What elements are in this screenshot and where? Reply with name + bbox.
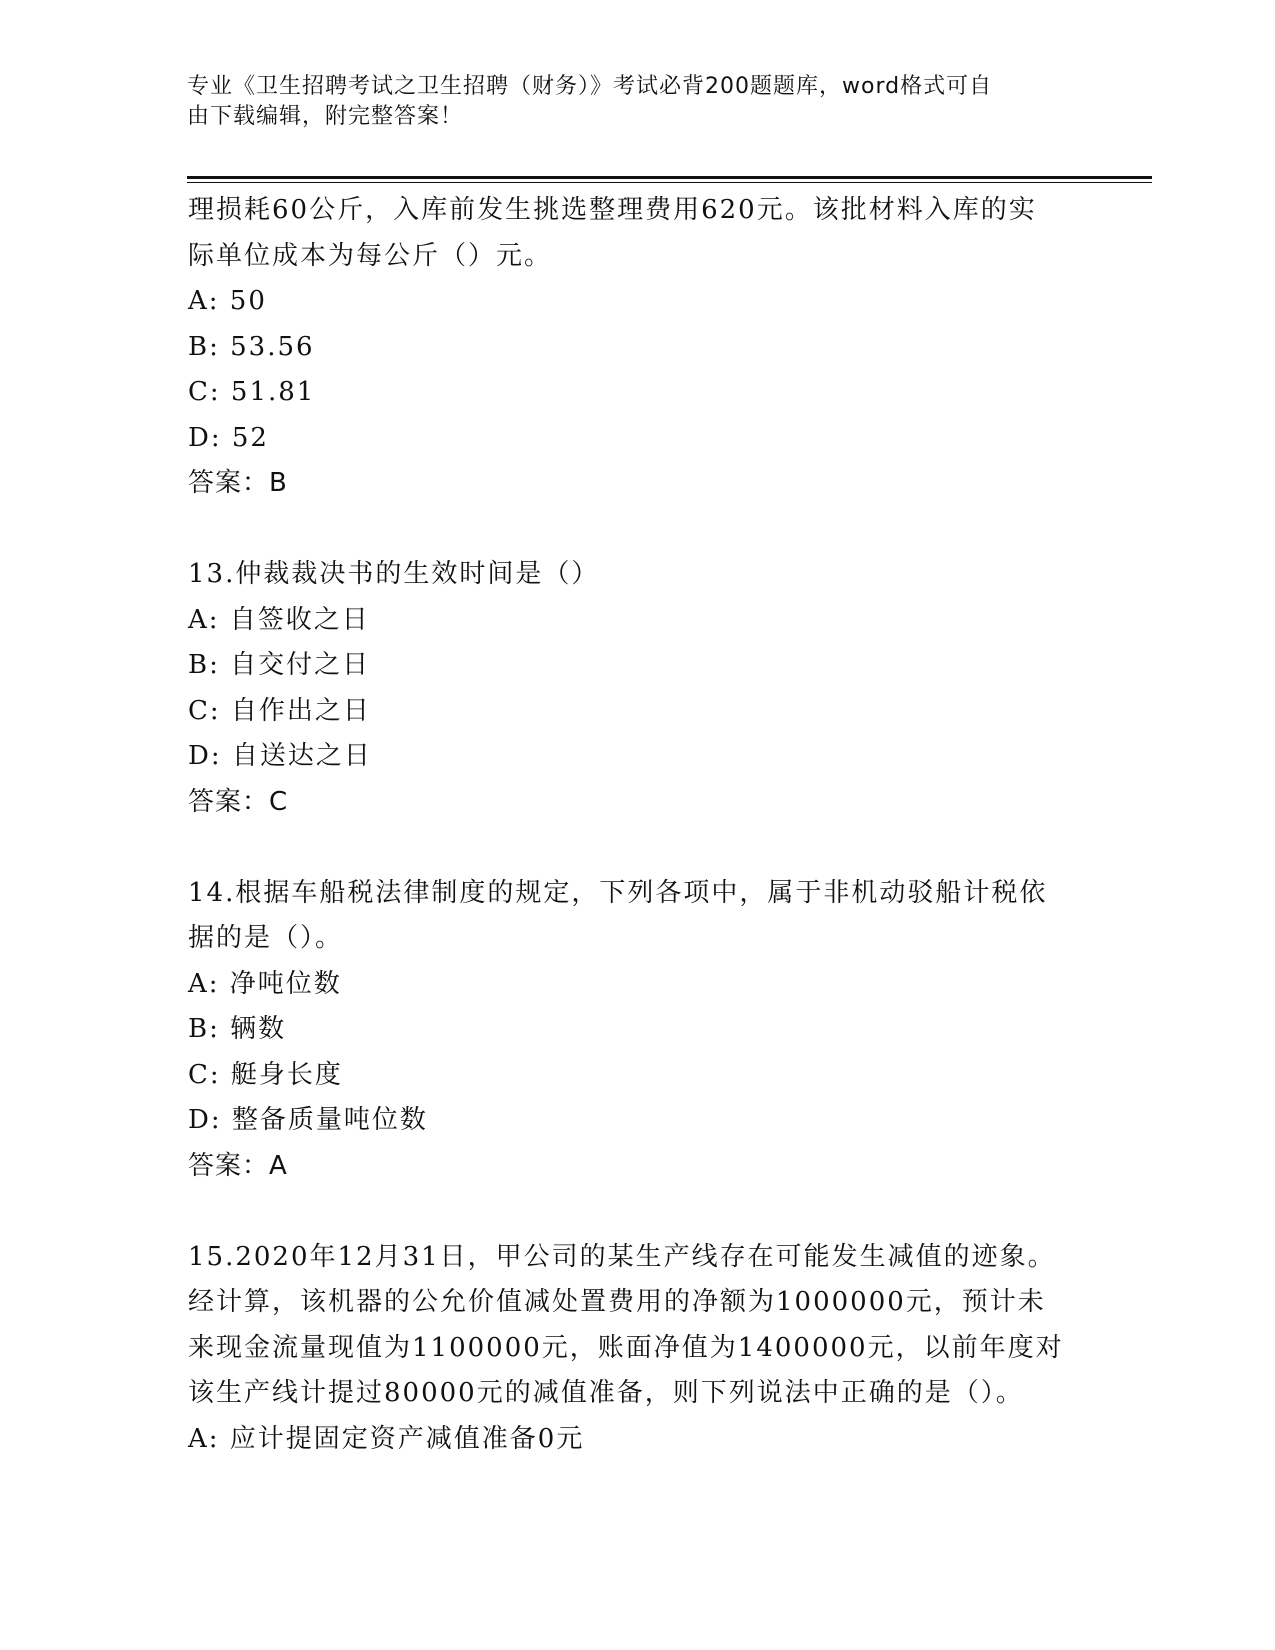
header-divider-thin <box>187 182 1152 183</box>
question-spacer <box>188 825 1078 871</box>
question-15-stem-line-4: 该生产线计提过80000元的减值准备，则下列说法中正确的是（）。 <box>188 1378 1024 1408</box>
header-divider-thick <box>187 176 1152 179</box>
question-12-option-d: D: 52 <box>188 422 269 453</box>
header-title-line-2: 由下载编辑，附完整答案！ <box>187 104 464 129</box>
question-14-option-c: C: 艇身长度 <box>188 1059 343 1090</box>
question-12 <box>188 188 1078 507</box>
question-12-option-a: A: 50 <box>188 286 267 316</box>
question-12-answer: 答案：B <box>188 468 288 498</box>
question-15-stem-line-1: 15.2020年12月31日，甲公司的某生产线存在可能发生减值的迹象。 <box>188 1241 1056 1272</box>
question-15-option-a: A: 应计提固定资产减值准备0元 <box>188 1423 585 1454</box>
question-13-stem-line-1: 13.仲裁裁决书的生效时间是（） <box>188 559 600 589</box>
question-13-option-b: B: 自交付之日 <box>188 650 371 680</box>
question-spacer <box>188 1189 1078 1235</box>
question-spacer <box>188 507 1078 553</box>
question-12-stem-line-1: 理损耗60公斤，入库前发生挑选整理费用620元。该批材料入库的实 <box>188 195 1037 225</box>
question-13 <box>188 552 1078 825</box>
question-14-stem-line-1: 14.根据车船税法律制度的规定，下列各项中，属于非机动驳船计税依 <box>188 877 1048 908</box>
question-15-stem-line-2: 经计算，该机器的公允价值减处置费用的净额为1000000元，预计未 <box>188 1287 1046 1317</box>
question-14-option-a: A: 净吨位数 <box>188 968 342 999</box>
question-15-stem-line-3: 来现金流量现值为1100000元，账面净值为1400000元，以前年度对 <box>188 1332 1064 1363</box>
question-12-option-c: C: 51.81 <box>188 377 316 407</box>
question-15 <box>188 1235 1078 1463</box>
question-14-stem-line-2: 据的是（）。 <box>188 923 344 953</box>
question-14-option-d: D: 整备质量吨位数 <box>188 1105 428 1135</box>
question-13-option-c: C: 自作出之日 <box>188 695 371 726</box>
question-13-answer: 答案：C <box>188 786 289 817</box>
question-list <box>188 188 1078 1462</box>
question-14-option-b: B: 辆数 <box>188 1014 287 1044</box>
question-14 <box>188 871 1078 1190</box>
header-title-line-1: 专业《卫生招聘考试之卫生招聘（财务）》考试必背200题题库，word格式可自 <box>187 74 993 99</box>
question-12-option-b: B: 53.56 <box>188 331 315 362</box>
question-12-stem-line-2: 际单位成本为每公斤（）元。 <box>188 240 553 271</box>
question-14-answer: 答案：A <box>188 1150 288 1181</box>
question-13-option-d: D: 自送达之日 <box>188 741 372 771</box>
question-13-option-a: A: 自签收之日 <box>188 604 370 635</box>
document-header <box>187 72 1067 132</box>
